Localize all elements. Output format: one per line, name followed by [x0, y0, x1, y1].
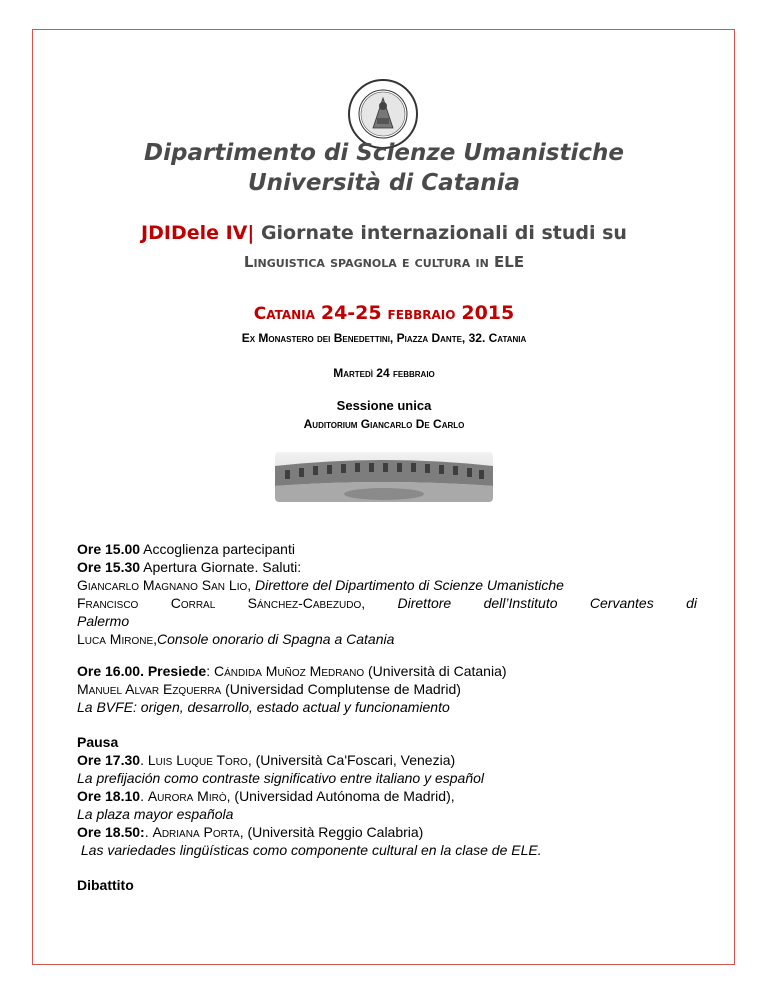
- department-title: [40, 138, 728, 198]
- event-code: JDIDele IV|: [141, 222, 255, 244]
- speaker-affiliation: (Universidad Complutense de Madrid): [221, 681, 461, 697]
- agenda-line: Ore 18.50:. Adriana Porta, (Università Reggio Calabria): [77, 824, 424, 840]
- event-year: 2015: [461, 302, 515, 324]
- university-name: Università di Catania: [247, 170, 520, 196]
- speaker-name: Giancarlo Magnano San Lio: [77, 577, 248, 593]
- event-topic: [40, 253, 728, 271]
- time-label: Ore 18.50:: [77, 824, 145, 840]
- afternoon-block: [77, 733, 697, 894]
- topic-text: Linguistica spagnola e cultura in ELE: [243, 253, 525, 271]
- event-title: [40, 222, 728, 244]
- greeting-line: Giancarlo Magnano San Lio, Direttore del Dipartimento di Scienze Umanistiche: [77, 577, 564, 593]
- time-label: Ore 15.30: [77, 559, 141, 575]
- talk-title: Las variedades lingüísticas como componente cultural en la clase de ELE.: [77, 842, 542, 858]
- time-label: Ore 15.00: [77, 541, 141, 557]
- day-heading: Martedì 24 febbraio: [333, 366, 435, 380]
- speaker-name: Francisco Corral Sánchez-Cabezudo: [77, 595, 362, 611]
- agenda-text: Apertura Giornate. Saluti:: [140, 559, 302, 575]
- agenda-line: Ore 16.00. Presiede: Cándida Muñoz Medrano (Università di Catania): [77, 663, 507, 679]
- session-title: Sessione unica: [336, 398, 432, 413]
- chair-name: Cándida Muñoz Medrano: [214, 663, 365, 679]
- event-place-date: [40, 302, 728, 324]
- speaker-name: Manuel Alvar Ezquerra: [77, 681, 222, 697]
- talk-title: La BVFE: origen, desarrollo, estado actual y funcionamiento: [77, 699, 450, 715]
- agenda-line: [77, 558, 697, 576]
- agenda-line: Ore 17.30. Luis Luque Toro, (Università Ca'Foscari, Venezia): [77, 752, 456, 768]
- address: Ex Monastero dei Benedettini, Piazza Dante, 32. Catania: [241, 331, 527, 345]
- city: Catania: [253, 304, 315, 324]
- time-label: Ore 18.10: [77, 788, 141, 804]
- speaker-role: Console onorario di Spagna a Catania: [157, 631, 395, 647]
- time-label: Ore 17.30: [77, 752, 141, 768]
- agenda-line: [77, 540, 697, 558]
- event-dates: 24-25: [320, 302, 382, 324]
- speaker-affiliation: , (Universidad Autónoma de Madrid),: [226, 788, 455, 804]
- speaker-role-continued: Palermo: [77, 613, 130, 629]
- event-subtitle: Giornate internazionali di studi su: [254, 222, 627, 244]
- chaired-block: [77, 662, 697, 716]
- speaker-name: Adriana Porta: [152, 824, 240, 840]
- talk-title: La prefijación como contraste significativo entre italiano y español: [77, 770, 485, 786]
- chair-label: Presiede: [147, 663, 207, 679]
- speaker-name: Aurora Mirò: [147, 788, 227, 804]
- agenda-line: Ore 18.10. Aurora Mirò, (Universidad Autónoma de Madrid),: [77, 788, 455, 804]
- department-name: Dipartimento di Scienze Umanistiche: [144, 140, 624, 166]
- venue: Auditorium Giancarlo De Carlo: [303, 417, 465, 431]
- discussion-label: Dibattito: [77, 877, 134, 893]
- speaker-role: Direttore dell’Instituto Cervantes di: [397, 595, 697, 611]
- chair-affiliation: (Università di Catania): [364, 663, 507, 679]
- speaker-affiliation: , (Università Ca'Foscari, Venezia): [247, 752, 456, 768]
- greeting-line: Francisco Corral Sánchez-Cabezudo, Direttore dell’Instituto Cervantes di: [77, 595, 697, 611]
- talk-title: La plaza mayor española: [77, 806, 234, 822]
- time-label: Ore 16.00: [77, 663, 141, 679]
- monastery-photo: [275, 452, 493, 502]
- agenda-line: [77, 680, 697, 698]
- agenda-text: Accoglienza partecipanti: [140, 541, 295, 557]
- speaker-affiliation: , (Università Reggio Calabria): [239, 824, 424, 840]
- opening-block: [77, 540, 697, 648]
- speaker-name: Luis Luque Toro: [147, 752, 248, 768]
- event-month: febbraio: [387, 304, 456, 324]
- greeting-line: Luca Mirone,Console onorario di Spagna a Catania: [77, 631, 395, 647]
- speaker-name: Luca Mirone: [77, 631, 154, 647]
- break-label: Pausa: [77, 734, 119, 750]
- speaker-role: Direttore del Dipartimento di Scienze Umanistiche: [255, 577, 564, 593]
